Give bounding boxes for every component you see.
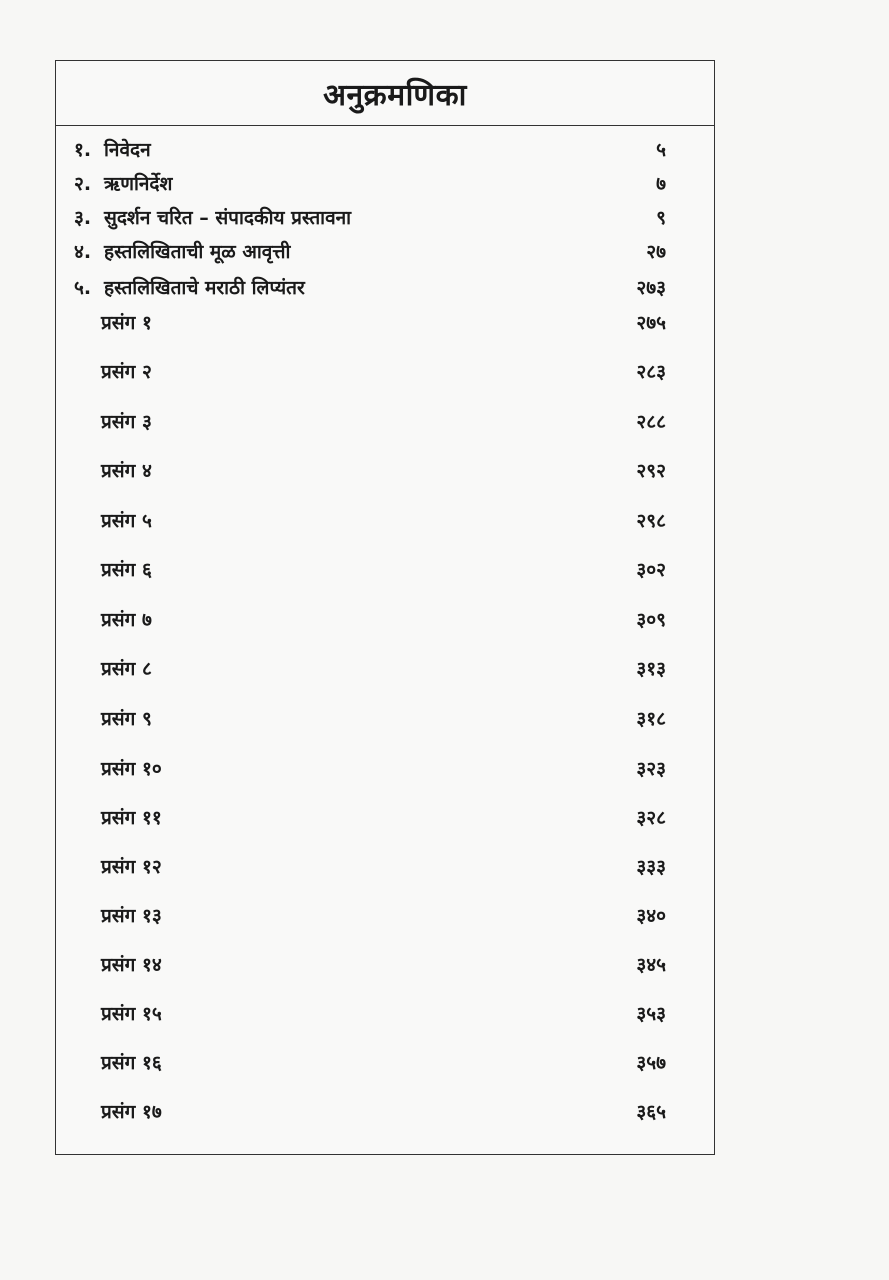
entry-page: २७३: [636, 277, 666, 299]
toc-list: [56, 61, 714, 1154]
toc-subentry[interactable]: [56, 853, 714, 883]
subentry-page: ३५३: [636, 1003, 666, 1025]
subentry-label: प्रसंग १६: [101, 1052, 162, 1074]
toc-subentry[interactable]: [56, 755, 714, 785]
toc-entry[interactable]: [56, 238, 714, 268]
toc-subentry[interactable]: [56, 507, 714, 537]
toc-subentry[interactable]: [56, 902, 714, 932]
toc-subentry[interactable]: [56, 951, 714, 981]
toc-subentry[interactable]: [56, 804, 714, 834]
subentry-page: ३०९: [636, 609, 666, 631]
subentry-label: प्रसंग १५: [101, 1003, 162, 1025]
entry-number: ३.: [74, 207, 92, 229]
subentry-label: प्रसंग ५: [101, 510, 152, 532]
subentry-label: प्रसंग १०: [101, 758, 162, 780]
toc-subentry[interactable]: [56, 1000, 714, 1030]
subentry-label: प्रसंग १४: [101, 954, 162, 976]
subentry-label: प्रसंग १: [101, 312, 152, 334]
toc-subentry[interactable]: [56, 457, 714, 487]
subentry-page: २९२: [636, 460, 666, 482]
entry-label: ऋणनिर्देश: [104, 173, 173, 195]
entry-number: २.: [74, 173, 92, 195]
entry-label: हस्तलिखिताची मूळ आवृत्ती: [104, 241, 291, 263]
toc-entry[interactable]: [56, 204, 714, 234]
subentry-page: ३२८: [636, 807, 666, 829]
toc-subentry[interactable]: [56, 1049, 714, 1079]
subentry-page: २७५: [636, 312, 666, 334]
subentry-label: प्रसंग २: [101, 361, 152, 383]
subentry-page: ३४०: [636, 905, 666, 927]
toc-subentry[interactable]: [56, 556, 714, 586]
toc-subentry[interactable]: [56, 309, 714, 339]
subentry-label: प्रसंग ३: [101, 411, 152, 433]
entry-page: ९: [656, 207, 666, 229]
subentry-page: ३३३: [636, 856, 666, 878]
subentry-page: ३४५: [636, 954, 666, 976]
toc-entry[interactable]: [56, 274, 714, 304]
page-title: अनुक्रमणिका: [323, 77, 467, 113]
subentry-page: ३५७: [636, 1052, 666, 1074]
subentry-page: ३०२: [636, 559, 666, 581]
subentry-label: प्रसंग १७: [101, 1101, 162, 1123]
subentry-page: २८३: [636, 361, 666, 383]
entry-page: ५: [656, 139, 666, 161]
toc-subentry[interactable]: [56, 655, 714, 685]
subentry-label: प्रसंग ६: [101, 559, 152, 581]
entry-page: २७: [646, 241, 666, 263]
toc-subentry[interactable]: [56, 358, 714, 388]
subentry-page: २८८: [636, 411, 666, 433]
subentry-page: २९८: [636, 510, 666, 532]
entry-label: हस्तलिखिताचे मराठी लिप्यंतर: [104, 277, 305, 299]
subentry-label: प्रसंग १३: [101, 905, 162, 927]
toc-entry[interactable]: [56, 170, 714, 200]
entry-label: सुदर्शन चरित – संपादकीय प्रस्तावना: [104, 207, 352, 229]
subentry-label: प्रसंग १२: [101, 856, 162, 878]
toc-entry[interactable]: [56, 136, 714, 166]
toc-subentry[interactable]: [56, 1098, 714, 1128]
subentry-label: प्रसंग ४: [101, 460, 152, 482]
subentry-page: ३६५: [636, 1101, 666, 1123]
subentry-page: ३१३: [636, 658, 666, 680]
toc-subentry[interactable]: [56, 705, 714, 735]
entry-number: १.: [74, 139, 92, 161]
subentry-page: ३२३: [636, 758, 666, 780]
toc-subentry[interactable]: [56, 606, 714, 636]
entry-number: ५.: [74, 277, 92, 299]
entry-label: निवेदन: [104, 139, 151, 161]
entry-page: ७: [656, 173, 666, 195]
toc-frame: [55, 60, 715, 1155]
entry-number: ४.: [74, 241, 92, 263]
toc-subentry[interactable]: [56, 408, 714, 438]
subentry-label: प्रसंग ९: [101, 708, 152, 730]
subentry-page: ३१८: [636, 708, 666, 730]
subentry-label: प्रसंग ७: [101, 609, 152, 631]
subentry-label: प्रसंग ११: [101, 807, 162, 829]
subentry-label: प्रसंग ८: [101, 658, 152, 680]
